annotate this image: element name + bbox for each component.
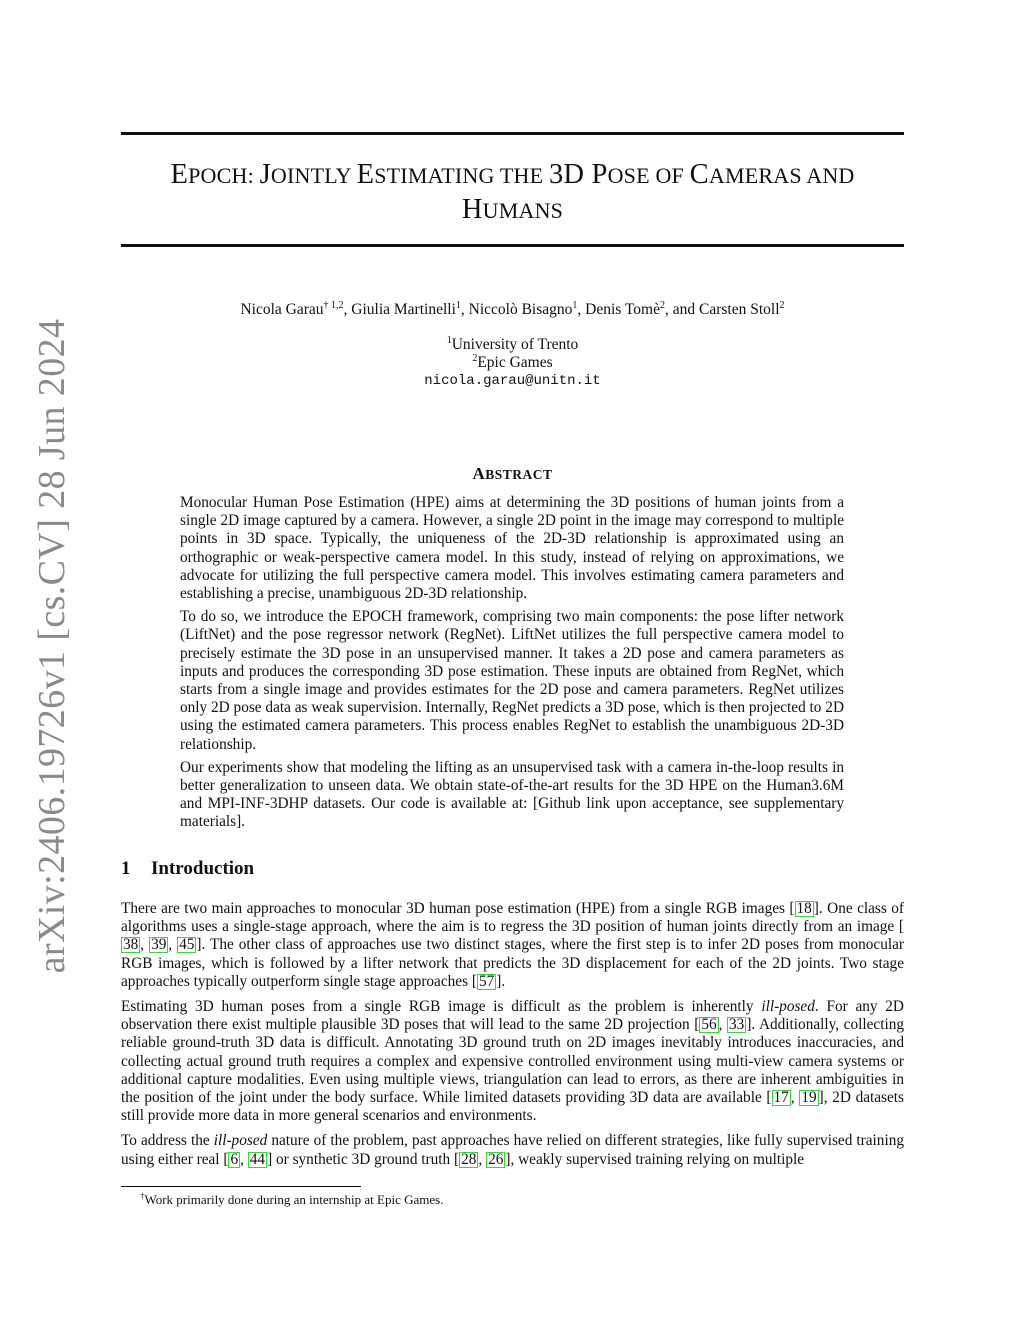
introduction-body (121, 900, 904, 1176)
author-list: Nicola Garau$^{\dagger 1,2}$, Giulia Martinelli$^1$, Niccolò Bisagno$^1$, Denis Tomè$^2$, and Carsten Stoll$^2$ (240, 300, 785, 318)
abstract-heading: ABSTRACT (472, 464, 553, 483)
citation-link[interactable]: 26 (488, 1150, 504, 1168)
affiliations (121, 336, 904, 390)
citation-link[interactable]: 19 (801, 1089, 817, 1107)
section-heading-introduction: 1 Introduction (121, 858, 255, 879)
body-paragraph: There are two main approaches to monocular 3D human pose estimation (HPE) from a single RGB images [ 18 ]. One class of algorithms uses a single-stage approach, where the aim is to regress the 3D position of human joints directly from an image [38 , 39 , 45 ]. The other class of approaches use two distinct stages, where the first step is to infer 2D poses from monocular RGB images, which is followed by a lifter network that predicts the 3D displacement for each of the 2D joints. Two stage approaches typically outperform single stage approaches [ 57 ]. (121, 900, 904, 990)
paper-title: EPOCH: JOINTLY ESTIMATING THE 3D POSE OF CAMERAS AND HUMANS (170, 159, 855, 225)
body-paragraph: To address the ill-posed nature of the problem, past approaches have relied on different strategies, like fully supervised training using either real [ 6 , 44 ] or synthetic 3D ground truth [ 28 , 26 ], weakly supervised training relying on multiple (121, 1132, 904, 1168)
citation-link[interactable]: 44 (249, 1150, 266, 1168)
abstract-body (180, 494, 844, 837)
citation-link[interactable]: 6 (230, 1150, 239, 1168)
citation-link[interactable]: 56 (701, 1016, 717, 1034)
citation-link[interactable]: 45 (179, 936, 195, 954)
contact-email[interactable]: nicola.garau@unitn.it (424, 373, 601, 389)
citation-link[interactable]: 38 (123, 936, 139, 954)
citation-link[interactable]: 39 (151, 936, 167, 954)
footnote: †Work primarily done during an internship at Epic Games. (140, 1191, 444, 1207)
footnote-rule (121, 1186, 361, 1187)
body-paragraph: Estimating 3D human poses from a single RGB image is difficult as the problem is inherently ill-posed. For any 2D observation there exist multiple plausible 3D poses that will lead to the same 2D projection [ 56 , 33 ]. Additionally, collecting reliable ground-truth 3D data is difficult. Annotating 3D ground truth on 2D images inevitably introduces inaccuracies, and collecting actual ground truth requires a complex and expensive controlled environment using multi-view camera systems or additional capture modalities. Even using multiple views, triangulation can lead to errors, as there are inherent ambiguities in the position of the joint under the body surface. While limited datasets providing 3D data are available [ 17 , 19 ], 2D datasets still provide more data in more general scenarios and environments. (121, 998, 904, 1125)
affiliation-2: $^2$Epic Games (472, 353, 553, 371)
title-top-rule (121, 132, 904, 135)
citation-link[interactable]: 28 (461, 1150, 477, 1168)
title-bottom-rule (121, 244, 904, 247)
abstract-paragraph: Our experiments show that modeling the lifting as an unsupervised task with a camera in-the-loop results in better generalization to unseen data. We obtain state-of-the-art results for the 3D HPE on the Human3.6M and MPI-INF-3DHP datasets. Our code is available at: [Github link upon acceptance, see supplementary materials]. (180, 758, 844, 831)
citation-link[interactable]: 18 (796, 900, 812, 917)
citation-link[interactable]: 33 (729, 1016, 745, 1034)
abstract-paragraph: Monocular Human Pose Estimation (HPE) aims at determining the 3D positions of human joints from a single 2D image captured by a camera. However, a single 2D point in the image may correspond to multiple points in 3D space. Typically, the uniqueness of the 2D-3D relationship is approximated using an orthographic or weak-perspective camera model. In this study, instead of relying on approximations, we advocate for utilizing the full perspective camera model. This involves estimating camera parameters and establishing a precise, unambiguous 2D-3D relationship. (180, 494, 844, 603)
citation-link[interactable]: 17 (773, 1089, 789, 1107)
affiliation-1: $^1$University of Trento (446, 335, 579, 353)
arxiv-sidebar-stamp: arXiv:2406.19726v1 [cs.CV] 28 Jun 2024 (31, 318, 73, 974)
citation-link[interactable]: 57 (478, 972, 495, 990)
abstract-paragraph: To do so, we introduce the EPOCH framework, comprising two main components: the pose lifter network (LiftNet) and the pose regressor network (RegNet). LiftNet utilizes the full perspective camera model to precisely estimate the 3D pose in an unsupervised manner. It takes a 2D pose and camera parameters as inputs and produces the corresponding 3D pose estimation. These inputs are obtained from RegNet, which starts from a single image and provides estimates for the 2D pose and camera parameters. RegNet utilizes only 2D pose data as weak supervision. Internally, RegNet predicts a 3D pose, which is then projected to 2D using the estimated camera parameters. This process enables RegNet to establish the unambiguous 2D-3D relationship. (180, 608, 844, 753)
